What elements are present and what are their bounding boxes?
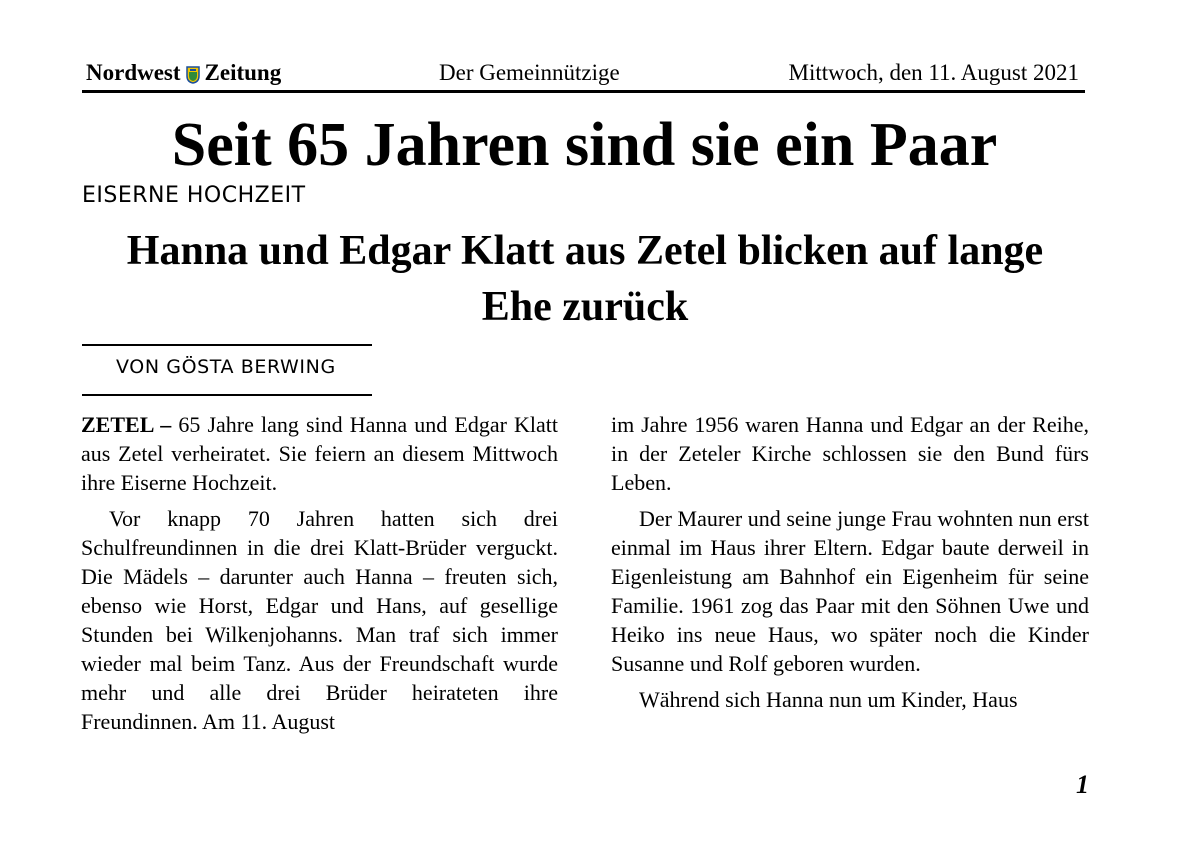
newspaper-subtitle: Der Gemeinnützige [439, 60, 620, 85]
article-dateline: ZETEL – [81, 412, 172, 437]
byline-rule-top [82, 344, 372, 346]
newspaper-name-part2: Zeitung [204, 60, 282, 85]
article-paragraph: Während sich Hanna nun um Kinder, Haus [639, 687, 1018, 712]
article-paragraph: Der Maurer und seine junge Frau wohnten nun erst einmal im Haus ihrer Eltern. Edgar baute derweil in Eigenleistung am Bahnhof ein Eigenheim für seine Familie. 1961 zog das Paar mit den Söhnen Uwe und Heiko ins neue Haus, wo später noch die Kinder Susanne und Rolf geboren wurden. [611, 506, 1089, 676]
article-headline: Seit 65 Jahren sind sie ein Paar [171, 111, 998, 179]
byline-rule-bottom [82, 394, 372, 396]
article-column-right [611, 410, 1089, 721]
article-paragraph [81, 410, 558, 497]
article-paragraph: Vor knapp 70 Jahren hatten sich drei Schulfreundinnen in die drei Klatt-Brüder verguckt. Die Mädels – darunter auch Hanna – freuten sich, ebenso wie Horst, Edgar und Hans, auf gesellige Stunden bei Wilkenjohanns. Man traf sich immer wieder mal beim Tanz. Aus der Freundschaft wurde mehr und alle drei Brüder heirateten ihre Freundinnen. Am 11. August [81, 506, 558, 734]
article-paragraph: im Jahre 1956 waren Hanna und Edgar an der Reihe, in der Zeteler Kirche schlossen sie den Bund fürs Leben. [611, 412, 1089, 495]
article-byline: VON GÖSTA BERWING [116, 356, 336, 378]
masthead [82, 56, 1085, 93]
article-subheadline: Hanna und Edgar Klatt aus Zetel blicken auf lange Ehe zurück [126, 228, 1044, 330]
article-column-left [81, 410, 558, 743]
coat-of-arms-icon [186, 64, 200, 82]
newspaper-name [86, 60, 281, 86]
newspaper-name-part1: Nordwest [86, 60, 181, 85]
article-kicker: EISERNE HOCHZEIT [82, 183, 306, 208]
issue-date: Mittwoch, den 11. August 2021 [788, 60, 1079, 85]
page-number: 1 [1076, 770, 1089, 799]
paragraph-text: 65 Jahre lang sind Hanna und Edgar Klatt aus Zetel verheiratet. Sie feiern an diesem Mittwoch ihre Eiserne Hochzeit. [81, 412, 559, 495]
